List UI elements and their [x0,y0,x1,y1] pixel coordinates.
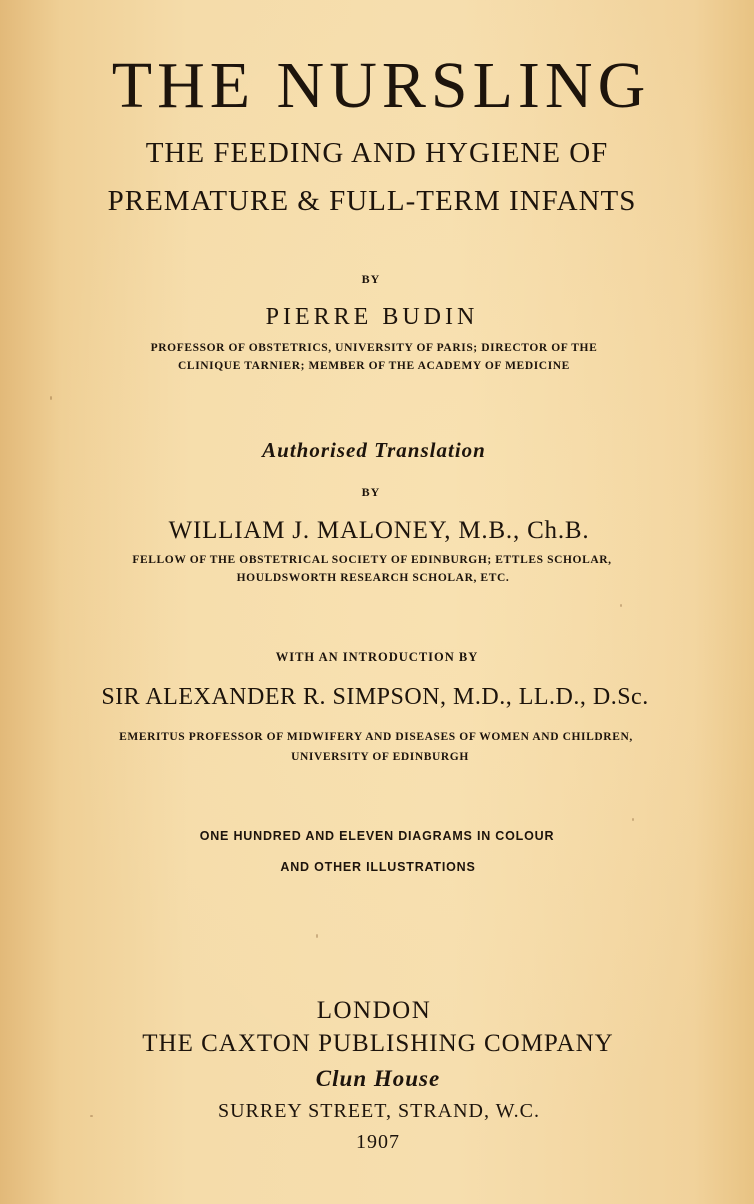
introduction-heading: WITH AN INTRODUCTION BY [275,650,479,664]
subtitle-line-2: PREMATURE & FULL-TERM INFANTS [107,185,637,217]
paper-speck [90,1115,93,1117]
imprint-house: Clun House [315,1066,441,1091]
imprint-street: SURREY STREET, STRAND, W.C. [217,1100,541,1122]
translator-affiliation-line-1: FELLOW OF THE OBSTETRICAL SOCIETY OF EDINBURGH; ETTLES SCHOLAR, [132,554,612,566]
introducer-affiliation-line-2: UNIVERSITY OF EDINBURGH [291,751,469,763]
imprint-city: LONDON [316,997,432,1024]
paper-speck [632,818,634,821]
subtitle-line-1: THE FEEDING AND HYGIENE OF [145,137,609,169]
translation-heading: Authorised Translation [262,438,486,462]
translator-name: WILLIAM J. MALONEY, M.B., Ch.B. [168,517,590,544]
author-by-label: BY [361,272,381,286]
illustrations-line-1: ONE HUNDRED AND ELEVEN DIAGRAMS IN COLOUR [199,829,555,843]
paper-speck [316,934,318,938]
author-name: PIERRE BUDIN [265,304,479,330]
imprint-year: 1907 [356,1131,400,1153]
introducer-affiliation-line-1: EMERITUS PROFESSOR OF MIDWIFERY AND DISEASES OF WOMEN AND CHILDREN, [119,731,633,743]
paper-speck [50,396,52,400]
translator-by-label: BY [361,485,381,499]
author-affiliation-line-2: CLINIQUE TARNIER; MEMBER OF THE ACADEMY OF MEDICINE [178,360,570,372]
introducer-name: SIR ALEXANDER R. SIMPSON, M.D., LL.D., D.Sc. [101,684,649,710]
author-affiliation-line-1: PROFESSOR OF OBSTETRICS, UNIVERSITY OF PARIS; DIRECTOR OF THE [150,342,598,354]
translator-affiliation-line-2: HOULDSWORTH RESEARCH SCHOLAR, ETC. [236,572,510,584]
illustrations-line-2: AND OTHER ILLUSTRATIONS [280,860,476,874]
paper-speck [620,604,622,607]
book-title: THE NURSLING [111,49,651,122]
imprint-publisher: THE CAXTON PUBLISHING COMPANY [142,1030,614,1057]
